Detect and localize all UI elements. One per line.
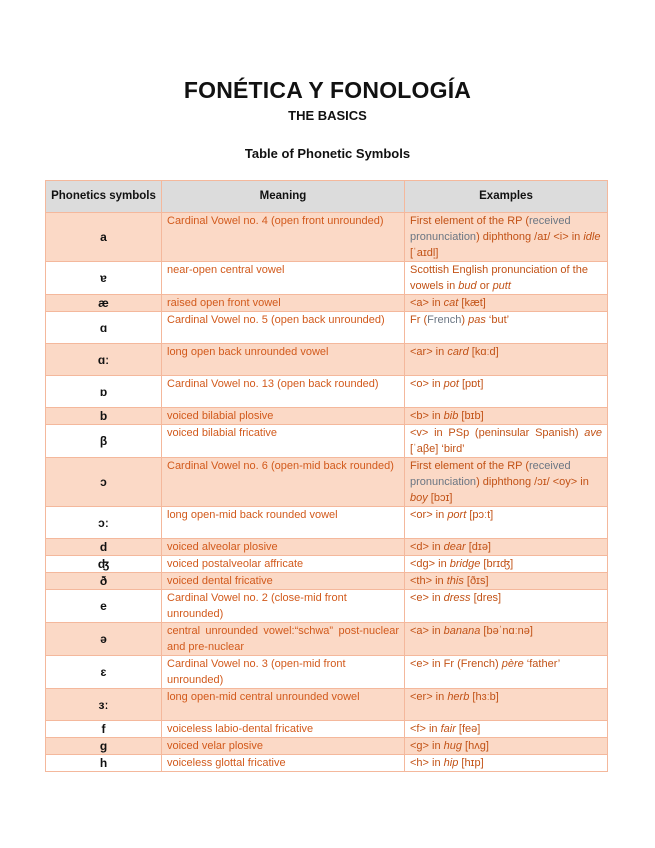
example-cell: <o> in pot [pɒt] — [405, 376, 608, 408]
table-row — [46, 556, 608, 573]
table-row — [46, 425, 608, 458]
example-cell: <v> in PSp (peninsular Spanish) ave [ˈaβe] ‘bird’ — [405, 425, 608, 458]
table-row — [46, 312, 608, 344]
table-row — [46, 689, 608, 721]
symbol-cell: æ — [46, 295, 162, 312]
meaning-cell: voiced postalveolar affricate — [162, 556, 405, 573]
example-cell: Scottish English pronunciation of the vowels in bud or putt — [405, 262, 608, 295]
example-cell: <a> in cat [kæt] — [405, 295, 608, 312]
meaning-cell: long open-mid back rounded vowel — [162, 507, 405, 539]
page-title: FONÉTICA Y FONOLOGÍA — [183, 77, 472, 103]
table-row — [46, 738, 608, 755]
symbol-cell: ɛ — [46, 656, 162, 689]
table-header-row — [46, 181, 608, 213]
symbol-cell: ɑ — [46, 312, 162, 344]
phonetic-symbols-table — [45, 180, 608, 772]
meaning-cell: voiced dental fricative — [162, 573, 405, 590]
example-cell: Fr (French) pas ‘but’ — [405, 312, 608, 344]
table-row — [46, 344, 608, 376]
table-row — [46, 262, 608, 295]
table-row — [46, 623, 608, 656]
symbol-cell: ɑː — [46, 344, 162, 376]
example-cell: <f> in fair [feə] — [405, 721, 608, 738]
table-row — [46, 213, 608, 262]
symbol-cell: f — [46, 721, 162, 738]
table-caption: Table of Phonetic Symbols — [244, 146, 411, 161]
example-cell: <e> in Fr (French) père ‘father’ — [405, 656, 608, 689]
header-meaning: Meaning — [162, 181, 405, 213]
meaning-cell: near-open central vowel — [162, 262, 405, 295]
meaning-cell: long open-mid central unrounded vowel — [162, 689, 405, 721]
meaning-cell: Cardinal Vowel no. 4 (open front unrounded) — [162, 213, 405, 262]
meaning-cell: Cardinal Vowel no. 3 (open-mid front unrounded) — [162, 656, 405, 689]
meaning-cell: voiced alveolar plosive — [162, 539, 405, 556]
symbol-cell: e — [46, 590, 162, 623]
symbol-cell: ɐ — [46, 262, 162, 295]
symbol-cell: ɒ — [46, 376, 162, 408]
example-cell: First element of the RP (received pronunciation) diphthong /aɪ/ <i> in idle [ˈaɪdl̩] — [405, 213, 608, 262]
meaning-cell: long open back unrounded vowel — [162, 344, 405, 376]
table-row — [46, 507, 608, 539]
table-row — [46, 408, 608, 425]
symbol-cell: b — [46, 408, 162, 425]
table-row — [46, 721, 608, 738]
table-row — [46, 458, 608, 507]
header-examples: Examples — [405, 181, 608, 213]
example-cell: <h> in hip [hɪp] — [405, 755, 608, 772]
example-cell: <ar> in card [kɑːd] — [405, 344, 608, 376]
header-symbols: Phonetics symbols — [46, 181, 162, 213]
meaning-cell: Cardinal Vowel no. 5 (open back unrounded) — [162, 312, 405, 344]
symbol-cell: ʤ — [46, 556, 162, 573]
symbol-cell: a — [46, 213, 162, 262]
table-row — [46, 755, 608, 772]
meaning-cell: voiceless glottal fricative — [162, 755, 405, 772]
symbol-cell: ɜː — [46, 689, 162, 721]
page-subtitle: THE BASICS — [288, 108, 367, 123]
symbol-cell: ɔː — [46, 507, 162, 539]
table-row — [46, 539, 608, 556]
meaning-cell: central unrounded vowel:“schwa” post-nuclear and pre-nuclear — [162, 623, 405, 656]
symbol-cell: ə — [46, 623, 162, 656]
example-cell: <er> in herb [hɜːb] — [405, 689, 608, 721]
meaning-cell: voiceless labio-dental fricative — [162, 721, 405, 738]
meaning-cell: raised open front vowel — [162, 295, 405, 312]
symbol-cell: d — [46, 539, 162, 556]
example-cell: <dg> in bridge [brɪʤ] — [405, 556, 608, 573]
example-cell: <or> in port [pɔːt] — [405, 507, 608, 539]
example-cell: <g> in hug [hʌg] — [405, 738, 608, 755]
symbol-cell: ð — [46, 573, 162, 590]
symbol-cell: β — [46, 425, 162, 458]
symbol-cell: ɔ — [46, 458, 162, 507]
table-row — [46, 656, 608, 689]
table-row — [46, 573, 608, 590]
table-row — [46, 295, 608, 312]
example-cell: <b> in bib [bɪb] — [405, 408, 608, 425]
example-cell: <e> in dress [dres] — [405, 590, 608, 623]
example-cell: <a> in banana [bəˈnɑːnə] — [405, 623, 608, 656]
meaning-cell: voiced bilabial plosive — [162, 408, 405, 425]
meaning-cell: Cardinal Vowel no. 13 (open back rounded) — [162, 376, 405, 408]
table-row — [46, 376, 608, 408]
example-cell: <d> in dear [dɪə] — [405, 539, 608, 556]
meaning-cell: voiced bilabial fricative — [162, 425, 405, 458]
symbol-cell: h — [46, 755, 162, 772]
table-row — [46, 590, 608, 623]
meaning-cell: voiced velar plosive — [162, 738, 405, 755]
symbol-cell: g — [46, 738, 162, 755]
meaning-cell: Cardinal Vowel no. 6 (open-mid back rounded) — [162, 458, 405, 507]
example-cell: First element of the RP (received pronunciation) diphthong /ɔɪ/ <oy> in boy [bɔɪ] — [405, 458, 608, 507]
meaning-cell: Cardinal Vowel no. 2 (close-mid front unrounded) — [162, 590, 405, 623]
example-cell: <th> in this [ðɪs] — [405, 573, 608, 590]
